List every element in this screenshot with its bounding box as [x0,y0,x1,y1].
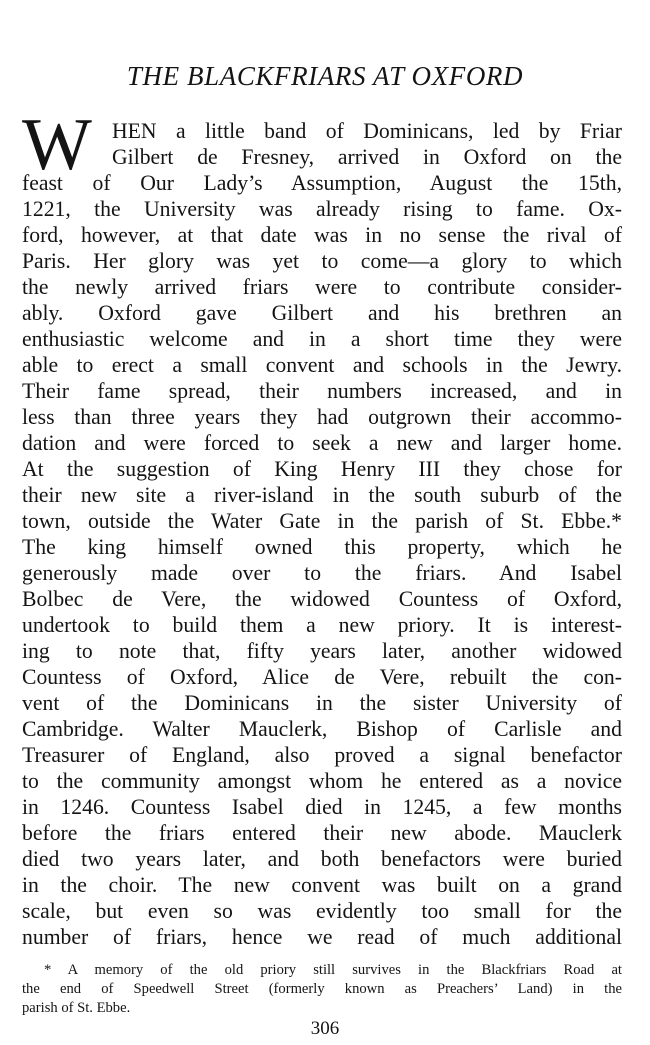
body-line: Treasurer of England, also proved a signal benefactor [22,743,622,767]
body-line: scale, but even so was evidently too small for the [22,899,622,923]
body-line: died two years later, and both benefactors were buried [22,847,622,871]
body-line: Their fame spread, their numbers increased, and in [22,379,622,403]
body-line: enthusiastic welcome and in a short time they were [22,327,622,351]
body-line: generously made over to the friars. And Isabel [22,561,622,585]
body-line: Cambridge. Walter Mauclerk, Bishop of Carlisle and [22,717,622,741]
page-number: 306 [310,1018,340,1039]
body-line: Paris. Her glory was yet to come—a glory to which [22,249,622,273]
body-line: feast of Our Lady’s Assumption, August the 15th, [22,171,622,195]
footnote-line: the end of Speedwell Street (formerly known as Preachers’ Land) in the [22,981,622,997]
body-line: ably. Oxford gave Gilbert and his brethren an [22,301,622,325]
body-line: Bolbec de Vere, the widowed Countess of Oxford, [22,587,622,611]
body-line: Gilbert de Fresney, arrived in Oxford on the [112,145,622,169]
body-line: number of friars, hence we read of much additional [22,925,622,949]
body-line: to the community amongst whom he entered as a novice [22,769,622,793]
body-line: in 1246. Countess Isabel died in 1245, a few months [22,795,622,819]
footnote-line: * A memory of the old priory still survives in the Blackfriars Road at [44,962,622,978]
drop-cap: W [22,104,92,186]
body-line: ing to note that, fifty years later, another widowed [22,639,622,663]
body-line: ford, however, at that date was in no sense the rival of [22,223,622,247]
body-line: dation and were forced to seek a new and larger home. [22,431,622,455]
body-line: Countess of Oxford, Alice de Vere, rebuilt the con- [22,665,622,689]
chapter-title: THE BLACKFRIARS AT OXFORD [126,61,524,91]
body-line: At the suggestion of King Henry III they chose for [22,457,622,481]
body-line: The king himself owned this property, which he [22,535,622,559]
body-line: 1221, the University was already rising to fame. Ox- [22,197,622,221]
body-line: in the choir. The new convent was built on a grand [22,873,622,897]
footnote-line: parish of St. Ebbe. [22,1000,131,1016]
body-line: less than three years they had outgrown their accommo- [22,405,622,429]
body-line: before the friars entered their new abode. Mauclerk [22,821,622,845]
body-line: the newly arrived friars were to contribute consider- [22,275,622,299]
body-line: their new site a river-island in the south suburb of the [22,483,622,507]
body-line: HEN a little band of Dominicans, led by Friar [112,119,622,143]
body-line: vent of the Dominicans in the sister University of [22,691,622,715]
body-line: able to erect a small convent and schools in the Jewry. [22,353,622,377]
body-line: town, outside the Water Gate in the parish of St. Ebbe.* [22,509,622,533]
body-line: undertook to build them a new priory. It is interest- [22,613,622,637]
